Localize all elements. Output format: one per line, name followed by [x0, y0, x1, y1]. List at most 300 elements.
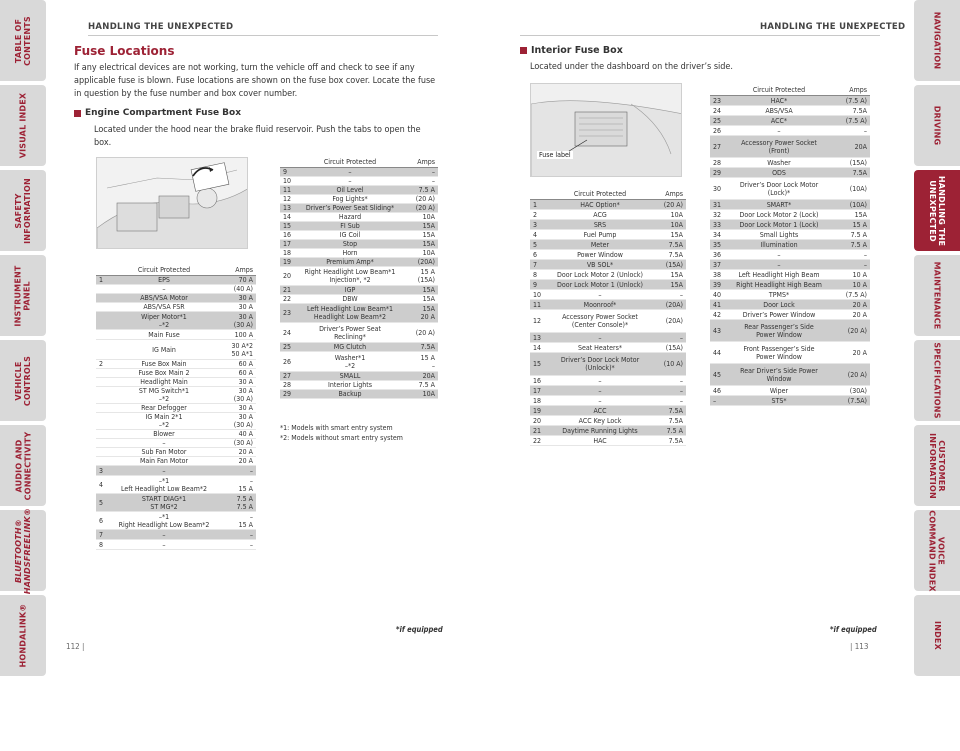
fuse-number: 7 — [533, 260, 538, 269]
table-row — [710, 300, 870, 310]
circuit-name: Left Headlight High Beam — [738, 270, 820, 279]
fuse-number: 39 — [713, 280, 722, 289]
table-row — [280, 286, 438, 295]
table-row — [710, 168, 870, 178]
engine-compartment-image — [96, 157, 248, 249]
fuse-amps: 60 A — [238, 360, 253, 368]
interior-fuse-box-location: Located under the dashboard on the driver’s side. — [530, 62, 733, 72]
table-row — [530, 260, 686, 270]
table-row — [530, 426, 686, 436]
table-row — [710, 260, 870, 270]
fuse-amps: 10 A — [852, 280, 867, 289]
table-row — [710, 96, 870, 106]
left-page-header: HANDLING THE UNEXPECTED — [88, 22, 234, 32]
table-header — [530, 188, 686, 200]
tab-label: HANDLING THE UNEXPECTED — [928, 175, 946, 246]
right-tab-navigation[interactable] — [914, 0, 960, 81]
table-row — [530, 300, 686, 310]
table-row — [96, 378, 256, 387]
table-row — [710, 270, 870, 280]
circuit-name: FI Sub — [340, 222, 360, 230]
circuit-name: Illumination — [760, 240, 798, 249]
tab-label: AUDIO AND CONNECTIVITY — [14, 431, 32, 500]
footnote-2: *2: Models without smart entry system — [280, 434, 403, 442]
circuit-name: Rear Driver’s Side Power Window — [740, 366, 818, 383]
circuit-name: Daytime Running Lights — [562, 426, 638, 435]
table-row — [530, 416, 686, 426]
fuse-number: 28 — [713, 158, 722, 167]
table-row — [280, 381, 438, 390]
circuit-name: IG Coil — [339, 231, 361, 239]
table-row — [280, 295, 438, 304]
table-row — [530, 280, 686, 290]
circuit-name: SMART* — [766, 200, 792, 209]
left-tab-visual-index[interactable] — [0, 85, 46, 166]
table-row — [280, 352, 438, 372]
table-row — [710, 116, 870, 126]
table-row — [280, 267, 438, 286]
fuse-number: 12 — [283, 195, 292, 203]
circuit-name: Driver’s Power Seat Sliding* — [305, 204, 395, 212]
fuse-number: – — [713, 396, 717, 405]
fuse-number: 6 — [533, 250, 538, 259]
fuse-amps: (20A) — [665, 317, 683, 325]
circuit-name: Rear Defogger — [141, 404, 187, 412]
table-header — [280, 156, 438, 168]
table-row — [96, 303, 256, 312]
table-row — [710, 290, 870, 300]
circuit-name: Main Fuse — [148, 330, 180, 339]
table-row — [710, 126, 870, 136]
circuit-name: Fog Lights* — [332, 195, 368, 203]
fuse-number: 10 — [283, 177, 292, 185]
fuse-amps: 15A — [422, 286, 435, 294]
fuse-amps: (30A) — [849, 386, 867, 395]
fuse-amps: 40 A — [238, 430, 253, 438]
tab-label: VEHICLE CONTROLS — [14, 355, 32, 406]
circuit-name: Fuse Box Main — [141, 360, 187, 368]
circuit-name: –*1 Right Headlight Low Beam*2 — [118, 512, 210, 529]
fuse-amps: 30 A — [238, 294, 253, 302]
fuse-number: 4 — [533, 230, 538, 239]
fuse-amps: 15A — [422, 222, 435, 230]
fuse-amps: 10A — [422, 249, 435, 257]
tab-label: VOICE COMMAND INDEX — [928, 509, 947, 592]
circuit-name: Hazard — [338, 213, 362, 221]
circuit-name: START DIAG*1 ST MG*2 — [141, 494, 187, 511]
circuit-name: Small Lights — [759, 230, 799, 239]
fuse-amps: – — [679, 290, 683, 299]
circuit-name: Stop — [342, 240, 358, 248]
circuit-name: ABS/VSA — [765, 106, 793, 115]
table-row — [96, 494, 256, 512]
table-row — [280, 186, 438, 195]
circuit-name: Backup — [338, 390, 362, 398]
table-row — [96, 512, 256, 530]
table-row — [280, 213, 438, 222]
fuse-amps: (15A) — [849, 158, 867, 167]
circuit-name: ACC — [593, 406, 607, 415]
left-section-tabs — [0, 0, 46, 680]
header-circuit: Circuit Protected — [137, 265, 191, 274]
fuse-number: 27 — [283, 372, 292, 380]
table-row — [710, 210, 870, 220]
table-row — [530, 353, 686, 376]
table-row — [530, 250, 686, 260]
fuse-number: 14 — [533, 343, 542, 352]
fuse-number: 14 — [283, 213, 292, 221]
fuse-amps: 20 A — [238, 457, 253, 465]
circuit-name: Washer*1 –*2 — [334, 353, 366, 370]
table-row — [710, 136, 870, 158]
fuse-amps: 30 A (30 A) — [233, 387, 253, 403]
circuit-name: Door Lock Motor 2 (Unlock) — [557, 270, 643, 279]
table-row — [530, 396, 686, 406]
fuse-amps: – — [863, 250, 867, 259]
fuse-amps: (20 A) — [415, 204, 435, 212]
fuse-number: 19 — [533, 406, 542, 415]
table-row — [96, 312, 256, 330]
interior-fuse-table-2 — [710, 84, 870, 406]
fuse-amps: – 15 A — [238, 512, 253, 529]
fuse-amps: 20 A — [852, 300, 867, 309]
circuit-name: HAC* — [770, 96, 788, 105]
fuse-amps: – — [431, 168, 435, 176]
circuit-name: IG Main 2*1 –*2 — [145, 413, 183, 429]
fuse-number: 5 — [99, 498, 104, 507]
table-row — [710, 342, 870, 364]
fuse-number: 8 — [99, 540, 104, 549]
circuit-name: Right Headlight Low Beam*1 Injection*, *2 — [304, 268, 396, 284]
table-row — [530, 290, 686, 300]
engine-fuse-box-heading-text: Engine Compartment Fuse Box — [85, 108, 242, 118]
fuse-amps: 60 A — [238, 369, 253, 377]
tab-label: CUSTOMER INFORMATION — [928, 432, 947, 499]
fuse-amps: 15A — [670, 230, 683, 239]
fuse-number: 16 — [283, 231, 292, 239]
fuse-number: 6 — [99, 516, 104, 525]
fuse-number: 10 — [533, 290, 542, 299]
circuit-name: – — [598, 376, 602, 385]
table-row — [96, 430, 256, 439]
table-row — [280, 390, 438, 399]
left-tab-hondalink[interactable] — [0, 595, 46, 676]
fuse-amps: (10 A) — [663, 360, 683, 368]
fuse-amps: 7.5A — [852, 106, 867, 115]
engine-fuse-table-2 — [280, 156, 438, 399]
table-row — [96, 413, 256, 430]
circuit-name: – — [348, 177, 352, 185]
fuse-amps: (10A) — [849, 200, 867, 209]
fuse-number: 40 — [713, 290, 722, 299]
circuit-name: IG Main — [152, 345, 176, 354]
fuse-amps: 20A — [422, 372, 435, 380]
fuse-amps: 20A — [854, 142, 867, 151]
fuse-number: 43 — [713, 326, 722, 335]
fuse-amps: 15A 20 A — [420, 305, 435, 321]
fuse-amps: – — [249, 466, 253, 475]
left-page-number: 112 | — [66, 642, 85, 651]
fuse-number: 3 — [533, 220, 538, 229]
table-row — [280, 195, 438, 204]
fuse-number: 9 — [533, 280, 538, 289]
header-amps: Amps — [417, 157, 435, 166]
fuse-number: 1 — [99, 276, 104, 284]
circuit-name: Fuel Pump — [583, 230, 617, 239]
table-row — [96, 369, 256, 378]
fuse-amps: 15A — [422, 231, 435, 239]
circuit-name: – — [598, 396, 602, 405]
tab-label: SAFETY INFORMATION — [14, 177, 33, 244]
fuse-amps: 20 A — [852, 348, 867, 357]
circuit-name: – — [777, 126, 781, 135]
fuse-number: 18 — [283, 249, 292, 257]
fuse-amps: 7.5 A — [666, 426, 683, 435]
circuit-name: Door Lock Motor 1 (Unlock) — [557, 280, 643, 289]
circuit-name: Sub Fan Motor — [141, 448, 187, 456]
table-row — [280, 204, 438, 213]
right-tab-index[interactable] — [914, 595, 960, 676]
fuse-number: 22 — [533, 436, 542, 445]
table-row — [280, 222, 438, 231]
fuse-amps: – — [863, 260, 867, 269]
fuse-amps: 30 A (30 A) — [233, 312, 253, 329]
header-circuit: Circuit Protected — [323, 157, 377, 166]
fuse-number: 21 — [283, 286, 292, 294]
circuit-name: Right Headlight High Beam — [736, 280, 822, 289]
fuse-number: 23 — [713, 96, 722, 105]
right-tab-maintenance[interactable] — [914, 255, 960, 336]
circuit-name: ST MG Switch*1 –*2 — [138, 387, 190, 403]
circuit-name: Front Passenger’s Side Power Window — [743, 344, 815, 361]
table-row — [96, 276, 256, 285]
fuse-amps: 30 A — [238, 303, 253, 311]
fuse-amps: 15 A (15A) — [417, 268, 435, 284]
fuse-number: 33 — [713, 220, 722, 229]
fuse-amps: (20 A) — [847, 326, 867, 335]
circuit-name: – — [598, 290, 602, 299]
fuse-amps: (15A) — [665, 260, 683, 269]
fuse-number: 4 — [99, 480, 104, 489]
fuse-amps: – — [863, 126, 867, 135]
right-tab-driving[interactable] — [914, 85, 960, 166]
circuit-name: – — [348, 168, 352, 176]
fuse-number: 27 — [713, 142, 722, 151]
table-row — [710, 240, 870, 250]
left-tab-table-of-contents[interactable] — [0, 0, 46, 81]
fuse-number: 13 — [533, 333, 542, 342]
header-amps: Amps — [849, 85, 867, 94]
table-row — [96, 404, 256, 413]
table-row — [280, 168, 438, 177]
right-tab-handling-the-unexpected[interactable] — [914, 170, 960, 251]
circuit-name: Fuse Box Main 2 — [138, 369, 190, 377]
left-if-equipped-note: *if equipped — [396, 625, 443, 634]
fuse-amps: 100 A — [234, 330, 253, 339]
fuse-number: 37 — [713, 260, 722, 269]
circuit-name: ABS/VSA FSR — [143, 303, 185, 311]
circuit-name: STS* — [771, 396, 787, 405]
right-if-equipped-note: *if equipped — [830, 625, 877, 634]
right-tab-specifications[interactable] — [914, 340, 960, 421]
fuse-number: 23 — [283, 309, 292, 317]
circuit-name: MG Clutch — [333, 343, 367, 351]
tab-label: BLUETOOTH® HANDSFREELINK® — [14, 507, 32, 594]
fuse-amps: (20 A) — [847, 370, 867, 379]
fuse-label-callout: Fuse label — [539, 151, 571, 159]
table-row — [710, 280, 870, 290]
table-row — [530, 436, 686, 446]
table-row — [710, 230, 870, 240]
circuit-name: ODS — [772, 168, 786, 177]
fuse-amps: 10A — [422, 390, 435, 398]
circuit-name: Seat Heaters* — [577, 343, 623, 352]
fuse-amps: 7.5 A 7.5 A — [236, 494, 253, 511]
fuse-amps: 7.5A — [668, 406, 683, 415]
circuit-name: ACC* — [770, 116, 788, 125]
fuse-amps: (20 A) — [415, 328, 435, 337]
tab-label: SPECIFICATIONS — [932, 342, 942, 419]
fuse-number: 15 — [533, 360, 542, 368]
fuse-amps: – — [249, 540, 253, 549]
fuse-amps: 7.5 A — [850, 240, 867, 249]
fuse-number: 2 — [533, 210, 538, 219]
fuse-number: 1 — [533, 200, 538, 209]
tab-label: INDEX — [932, 621, 942, 650]
table-row — [280, 249, 438, 258]
circuit-name: Accessory Power Socket (Center Console)* — [562, 313, 638, 329]
fuse-number: 22 — [283, 295, 292, 303]
left-tab-safety-information[interactable] — [0, 170, 46, 251]
fuse-number: 26 — [283, 357, 292, 366]
fuse-number: 42 — [713, 310, 722, 319]
fuse-amps: – — [679, 333, 683, 342]
fuse-amps: 7.5 A — [418, 186, 435, 194]
fuse-amps: 7.5A — [668, 240, 683, 249]
fuse-number: 11 — [533, 300, 542, 309]
table-row — [96, 330, 256, 340]
left-tab-instrument-panel[interactable] — [0, 255, 46, 336]
fuse-amps: 10 A — [852, 270, 867, 279]
circuit-name: – — [598, 333, 602, 342]
right-page-number: | 113 — [850, 642, 869, 651]
fuse-number: 2 — [99, 360, 104, 368]
circuit-name: Door Lock Motor 1 (Lock) — [739, 220, 819, 229]
circuit-name: ABS/VSA Motor — [140, 294, 188, 302]
table-row — [96, 285, 256, 294]
table-row — [530, 230, 686, 240]
tab-label: INSTRUMENT PANEL — [14, 264, 32, 327]
fuse-amps: 70 A — [238, 276, 253, 284]
right-tab-customer-information[interactable] — [914, 425, 960, 506]
circuit-name: Interior Lights — [328, 381, 372, 389]
fuse-amps: (7.5A) — [847, 396, 867, 405]
fuse-amps: 20 A — [852, 310, 867, 319]
fuse-amps: 7.5 A — [418, 381, 435, 389]
table-header — [96, 264, 256, 276]
table-row — [710, 158, 870, 168]
fuse-number: 17 — [283, 240, 292, 248]
circuit-name: TPMS* — [768, 290, 790, 299]
tab-label: DRIVING — [932, 105, 942, 146]
fuse-amps: 7.5A — [852, 168, 867, 177]
fuse-amps: – — [249, 530, 253, 539]
interior-fuse-table-1 — [530, 188, 686, 446]
fuse-amps: (15A) — [665, 343, 683, 352]
fuse-number: 18 — [533, 396, 542, 405]
fuse-number: 31 — [713, 200, 722, 209]
fuse-amps: (7.5 A) — [845, 116, 867, 125]
circuit-name: – — [162, 466, 166, 475]
table-row — [530, 310, 686, 333]
fuse-amps: 10A — [422, 213, 435, 221]
fuse-number: 34 — [713, 230, 722, 239]
table-header — [710, 84, 870, 96]
circuit-name: Washer — [767, 158, 791, 167]
circuit-name: Wiper — [769, 386, 789, 395]
table-row — [530, 270, 686, 280]
fuse-number: 13 — [283, 204, 292, 212]
intro-paragraph: If any electrical devices are not working, turn the vehicle off and check to see if any applicable fuse is blown. Fuse locations are shown on the fuse box cover. Locate the fuse in question by the fuse number and box cover number. — [74, 63, 436, 99]
left-tab-bluetooth-handsfreelink[interactable] — [0, 507, 46, 594]
circuit-name: ACG — [593, 210, 607, 219]
table-row — [96, 439, 256, 448]
fuse-number: 28 — [283, 381, 292, 389]
section-bullet-icon — [74, 110, 81, 117]
fuse-number: 45 — [713, 370, 722, 379]
engine-fuse-box-location: Located under the hood near the brake fluid reservoir. Push the tabs to open the box. — [94, 125, 421, 148]
circuit-name: Moonroof* — [583, 300, 617, 309]
circuit-name: Horn — [342, 249, 358, 257]
circuit-name: – — [162, 285, 166, 293]
fuse-amps: 10A — [670, 210, 683, 219]
circuit-name: Premium Amp* — [326, 258, 374, 266]
fuse-amps: (40 A) — [233, 285, 253, 293]
tab-label: HONDALINK® — [18, 603, 28, 668]
circuit-name: –*1 Left Headlight Low Beam*2 — [121, 476, 207, 493]
fuse-number: 38 — [713, 270, 722, 279]
fuse-amps: (10A) — [849, 184, 867, 193]
table-row — [96, 294, 256, 303]
circuit-name: Driver’s Door Lock Motor (Unlock)* — [560, 356, 640, 372]
fuse-amps: 30 A*2 50 A*1 — [231, 341, 253, 358]
fuse-amps: – — [431, 177, 435, 185]
circuit-name: Driver’s Door Lock Motor (Lock)* — [739, 180, 819, 197]
fuse-number: 29 — [283, 390, 292, 398]
right-tab-voice-command-index[interactable] — [914, 510, 960, 591]
fuse-amps: (7.5 A) — [845, 96, 867, 105]
fuse-number: 15 — [283, 222, 292, 230]
circuit-name: SMALL — [339, 372, 361, 380]
fuse-number: 8 — [533, 270, 538, 279]
circuit-name: IGP — [344, 286, 356, 294]
table-row — [96, 476, 256, 494]
table-row — [96, 340, 256, 360]
table-row — [280, 240, 438, 249]
table-row — [280, 343, 438, 352]
fuse-number: 32 — [713, 210, 722, 219]
engine-fuse-table-1 — [96, 264, 256, 550]
circuit-name: – — [162, 540, 166, 549]
left-tab-vehicle-controls[interactable] — [0, 340, 46, 421]
fuse-number: 29 — [713, 168, 722, 177]
circuit-name: Headlight Main — [140, 378, 188, 386]
circuit-name: – — [598, 386, 602, 395]
fuse-amps: 7.5A — [668, 416, 683, 425]
table-row — [710, 364, 870, 386]
fuse-amps: 15A — [670, 280, 683, 289]
left-tab-audio-and-connectivity[interactable] — [0, 425, 46, 506]
